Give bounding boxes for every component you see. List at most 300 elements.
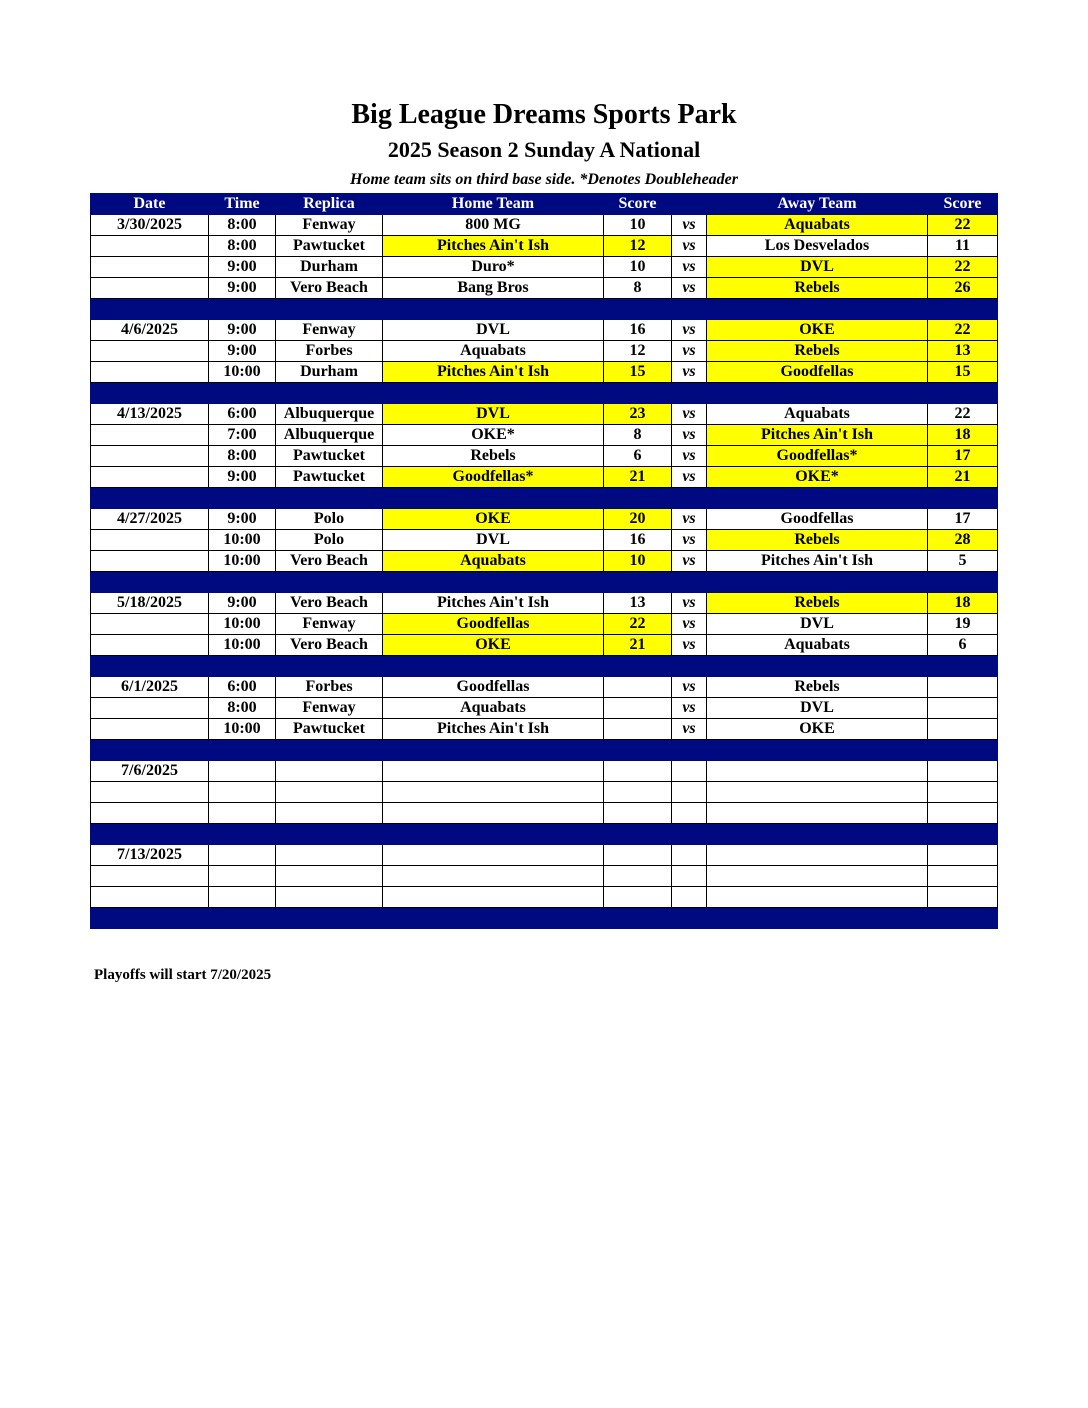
date-cell (91, 467, 209, 488)
date-cell (91, 887, 209, 908)
header-away-score: Score (928, 194, 998, 215)
home-team-cell: DVL (383, 404, 604, 425)
vs-cell (672, 761, 707, 782)
time-cell (209, 866, 276, 887)
away-score-cell (928, 719, 998, 740)
away-team-cell: Aquabats (707, 635, 928, 656)
separator-cell (928, 299, 998, 320)
date-cell: 4/27/2025 (91, 509, 209, 530)
replica-cell: Fenway (276, 215, 383, 236)
replica-cell: Forbes (276, 341, 383, 362)
separator-cell (383, 383, 604, 404)
table-row (91, 278, 998, 299)
home-team-cell (383, 887, 604, 908)
table-row (91, 887, 998, 908)
time-cell (209, 845, 276, 866)
header-away-team: Away Team (707, 194, 928, 215)
separator-cell (672, 908, 707, 929)
separator-row (91, 824, 998, 845)
vs-cell: vs (672, 551, 707, 572)
home-team-cell: Aquabats (383, 551, 604, 572)
replica-cell: Polo (276, 530, 383, 551)
separator-cell (209, 908, 276, 929)
separator-cell (928, 656, 998, 677)
vs-cell: vs (672, 593, 707, 614)
separator-row (91, 572, 998, 593)
away-score-cell (928, 761, 998, 782)
separator-cell (383, 299, 604, 320)
replica-cell: Polo (276, 509, 383, 530)
date-cell (91, 782, 209, 803)
home-score-cell (604, 887, 672, 908)
home-team-cell (383, 866, 604, 887)
away-score-cell: 21 (928, 467, 998, 488)
header-row (91, 194, 998, 215)
home-team-cell (383, 782, 604, 803)
separator-cell (91, 740, 209, 761)
separator-cell (672, 488, 707, 509)
table-row (91, 614, 998, 635)
vs-cell: vs (672, 278, 707, 299)
date-cell (91, 803, 209, 824)
home-team-cell: DVL (383, 320, 604, 341)
away-team-cell: OKE* (707, 467, 928, 488)
home-team-cell: DVL (383, 530, 604, 551)
away-score-cell (928, 803, 998, 824)
home-score-cell: 12 (604, 341, 672, 362)
date-cell: 5/18/2025 (91, 593, 209, 614)
vs-cell: vs (672, 635, 707, 656)
away-team-cell: OKE (707, 719, 928, 740)
away-score-cell: 18 (928, 593, 998, 614)
separator-cell (604, 572, 672, 593)
home-team-cell: Pitches Ain't Ish (383, 362, 604, 383)
replica-cell: Pawtucket (276, 467, 383, 488)
separator-cell (276, 824, 383, 845)
date-cell: 4/6/2025 (91, 320, 209, 341)
home-team-cell: 800 MG (383, 215, 604, 236)
date-cell (91, 362, 209, 383)
table-row (91, 803, 998, 824)
away-team-cell: Goodfellas (707, 509, 928, 530)
away-score-cell: 19 (928, 614, 998, 635)
away-team-cell: DVL (707, 257, 928, 278)
away-team-cell: Rebels (707, 278, 928, 299)
separator-cell (383, 824, 604, 845)
home-score-cell: 8 (604, 278, 672, 299)
replica-cell: Vero Beach (276, 635, 383, 656)
date-cell (91, 866, 209, 887)
separator-cell (91, 656, 209, 677)
home-score-cell: 22 (604, 614, 672, 635)
table-row (91, 866, 998, 887)
time-cell: 10:00 (209, 551, 276, 572)
vs-cell: vs (672, 404, 707, 425)
separator-cell (604, 656, 672, 677)
separator-cell (604, 488, 672, 509)
separator-cell (209, 824, 276, 845)
table-row (91, 362, 998, 383)
home-score-cell (604, 719, 672, 740)
home-score-cell (604, 845, 672, 866)
date-cell (91, 257, 209, 278)
time-cell: 9:00 (209, 278, 276, 299)
away-team-cell: Goodfellas* (707, 446, 928, 467)
separator-cell (209, 383, 276, 404)
home-score-cell: 23 (604, 404, 672, 425)
table-row (91, 425, 998, 446)
time-cell (209, 887, 276, 908)
away-score-cell: 28 (928, 530, 998, 551)
away-score-cell: 18 (928, 425, 998, 446)
home-score-cell: 10 (604, 257, 672, 278)
separator-cell (707, 299, 928, 320)
replica-cell (276, 782, 383, 803)
table-row (91, 698, 998, 719)
table-row (91, 782, 998, 803)
separator-cell (604, 824, 672, 845)
separator-cell (928, 824, 998, 845)
home-score-cell: 16 (604, 320, 672, 341)
away-score-cell: 13 (928, 341, 998, 362)
away-score-cell: 17 (928, 446, 998, 467)
home-team-cell: Aquabats (383, 341, 604, 362)
away-team-cell: Los Desvelados (707, 236, 928, 257)
separator-row (91, 383, 998, 404)
table-row (91, 551, 998, 572)
replica-cell: Albuquerque (276, 404, 383, 425)
separator-cell (928, 908, 998, 929)
away-team-cell: Rebels (707, 593, 928, 614)
separator-cell (91, 572, 209, 593)
away-team-cell (707, 866, 928, 887)
date-cell (91, 341, 209, 362)
home-score-cell (604, 677, 672, 698)
separator-cell (707, 383, 928, 404)
separator-cell (672, 740, 707, 761)
schedule-note: Home team sits on third base side. *Denotes Doubleheader (350, 171, 738, 188)
separator-cell (707, 488, 928, 509)
time-cell: 8:00 (209, 236, 276, 257)
separator-cell (91, 299, 209, 320)
home-score-cell (604, 866, 672, 887)
separator-cell (383, 488, 604, 509)
away-score-cell (928, 698, 998, 719)
home-team-cell: OKE (383, 635, 604, 656)
replica-cell: Durham (276, 257, 383, 278)
time-cell: 6:00 (209, 404, 276, 425)
home-score-cell: 8 (604, 425, 672, 446)
replica-cell: Albuquerque (276, 425, 383, 446)
home-score-cell: 10 (604, 551, 672, 572)
separator-cell (604, 908, 672, 929)
time-cell: 9:00 (209, 593, 276, 614)
away-score-cell: 22 (928, 404, 998, 425)
separator-cell (209, 488, 276, 509)
header-replica: Replica (276, 194, 383, 215)
playoffs-note: Playoffs will start 7/20/2025 (94, 967, 272, 983)
separator-cell (383, 572, 604, 593)
date-cell: 7/13/2025 (91, 845, 209, 866)
home-team-cell: Aquabats (383, 698, 604, 719)
replica-cell: Fenway (276, 320, 383, 341)
replica-cell: Pawtucket (276, 236, 383, 257)
separator-cell (928, 740, 998, 761)
replica-cell (276, 803, 383, 824)
separator-cell (604, 740, 672, 761)
home-team-cell: Rebels (383, 446, 604, 467)
separator-row (91, 908, 998, 929)
date-cell (91, 635, 209, 656)
vs-cell (672, 782, 707, 803)
time-cell: 9:00 (209, 257, 276, 278)
separator-cell (707, 824, 928, 845)
date-cell: 7/6/2025 (91, 761, 209, 782)
home-team-cell: Pitches Ain't Ish (383, 719, 604, 740)
away-score-cell: 22 (928, 215, 998, 236)
away-team-cell: Goodfellas (707, 362, 928, 383)
vs-cell: vs (672, 320, 707, 341)
page-title: Big League Dreams Sports Park (351, 99, 737, 130)
table-row (91, 845, 998, 866)
date-cell (91, 236, 209, 257)
table-row (91, 677, 998, 698)
separator-cell (276, 488, 383, 509)
table-row (91, 236, 998, 257)
replica-cell: Vero Beach (276, 278, 383, 299)
table-row (91, 719, 998, 740)
home-team-cell: Bang Bros (383, 278, 604, 299)
away-team-cell (707, 761, 928, 782)
separator-cell (91, 383, 209, 404)
table-row (91, 467, 998, 488)
vs-cell: vs (672, 446, 707, 467)
time-cell: 9:00 (209, 509, 276, 530)
date-cell (91, 278, 209, 299)
replica-cell: Vero Beach (276, 551, 383, 572)
header-date: Date (91, 194, 209, 215)
vs-cell: vs (672, 614, 707, 635)
replica-cell: Pawtucket (276, 446, 383, 467)
separator-cell (707, 908, 928, 929)
table-row (91, 635, 998, 656)
time-cell (209, 761, 276, 782)
vs-cell (672, 887, 707, 908)
away-team-cell: Aquabats (707, 404, 928, 425)
separator-cell (91, 488, 209, 509)
home-score-cell: 21 (604, 467, 672, 488)
vs-cell: vs (672, 719, 707, 740)
home-score-cell: 20 (604, 509, 672, 530)
away-score-cell: 17 (928, 509, 998, 530)
time-cell (209, 782, 276, 803)
time-cell: 8:00 (209, 446, 276, 467)
separator-cell (383, 656, 604, 677)
date-cell (91, 551, 209, 572)
away-team-cell: DVL (707, 698, 928, 719)
vs-cell: vs (672, 467, 707, 488)
replica-cell: Fenway (276, 614, 383, 635)
away-team-cell: Rebels (707, 677, 928, 698)
separator-row (91, 488, 998, 509)
home-team-cell (383, 761, 604, 782)
home-score-cell: 12 (604, 236, 672, 257)
away-team-cell: Rebels (707, 341, 928, 362)
replica-cell (276, 887, 383, 908)
away-score-cell: 6 (928, 635, 998, 656)
date-cell (91, 698, 209, 719)
home-score-cell: 6 (604, 446, 672, 467)
home-team-cell: OKE* (383, 425, 604, 446)
away-score-cell: 11 (928, 236, 998, 257)
vs-cell: vs (672, 236, 707, 257)
away-team-cell: Pitches Ain't Ish (707, 551, 928, 572)
home-team-cell: Pitches Ain't Ish (383, 593, 604, 614)
away-score-cell: 26 (928, 278, 998, 299)
table-row (91, 320, 998, 341)
date-cell (91, 446, 209, 467)
away-team-cell (707, 887, 928, 908)
vs-cell: vs (672, 341, 707, 362)
vs-cell (672, 803, 707, 824)
separator-cell (276, 383, 383, 404)
replica-cell (276, 761, 383, 782)
header-time: Time (209, 194, 276, 215)
time-cell: 10:00 (209, 530, 276, 551)
separator-cell (672, 656, 707, 677)
table-row (91, 404, 998, 425)
away-score-cell: 15 (928, 362, 998, 383)
table-row (91, 257, 998, 278)
time-cell: 8:00 (209, 698, 276, 719)
away-score-cell (928, 866, 998, 887)
replica-cell: Fenway (276, 698, 383, 719)
table-row (91, 530, 998, 551)
date-cell (91, 719, 209, 740)
vs-cell (672, 845, 707, 866)
header-vs (672, 194, 707, 215)
vs-cell: vs (672, 215, 707, 236)
away-score-cell (928, 782, 998, 803)
home-score-cell: 15 (604, 362, 672, 383)
home-score-cell (604, 698, 672, 719)
replica-cell: Vero Beach (276, 593, 383, 614)
replica-cell (276, 866, 383, 887)
separator-cell (928, 488, 998, 509)
separator-cell (928, 572, 998, 593)
home-team-cell: Goodfellas (383, 677, 604, 698)
date-cell (91, 530, 209, 551)
separator-row (91, 656, 998, 677)
home-score-cell: 16 (604, 530, 672, 551)
away-team-cell: OKE (707, 320, 928, 341)
separator-cell (209, 740, 276, 761)
table-row (91, 341, 998, 362)
time-cell: 10:00 (209, 614, 276, 635)
away-team-cell (707, 845, 928, 866)
separator-cell (707, 572, 928, 593)
replica-cell (276, 845, 383, 866)
away-team-cell (707, 803, 928, 824)
separator-cell (672, 824, 707, 845)
separator-cell (209, 656, 276, 677)
separator-cell (209, 572, 276, 593)
time-cell: 10:00 (209, 362, 276, 383)
home-score-cell (604, 803, 672, 824)
date-cell: 3/30/2025 (91, 215, 209, 236)
separator-cell (604, 299, 672, 320)
replica-cell: Pawtucket (276, 719, 383, 740)
separator-cell (672, 383, 707, 404)
away-team-cell: Pitches Ain't Ish (707, 425, 928, 446)
separator-cell (672, 572, 707, 593)
away-score-cell: 5 (928, 551, 998, 572)
separator-row (91, 299, 998, 320)
vs-cell: vs (672, 425, 707, 446)
vs-cell: vs (672, 509, 707, 530)
time-cell: 7:00 (209, 425, 276, 446)
separator-row (91, 740, 998, 761)
home-score-cell: 21 (604, 635, 672, 656)
time-cell: 10:00 (209, 719, 276, 740)
replica-cell: Durham (276, 362, 383, 383)
vs-cell: vs (672, 530, 707, 551)
separator-cell (276, 299, 383, 320)
time-cell: 8:00 (209, 215, 276, 236)
vs-cell: vs (672, 362, 707, 383)
home-team-cell (383, 803, 604, 824)
vs-cell: vs (672, 677, 707, 698)
replica-cell: Forbes (276, 677, 383, 698)
away-score-cell: 22 (928, 320, 998, 341)
home-score-cell: 10 (604, 215, 672, 236)
table-row (91, 446, 998, 467)
away-team-cell (707, 782, 928, 803)
away-team-cell: Rebels (707, 530, 928, 551)
table-row (91, 761, 998, 782)
header-home-team: Home Team (383, 194, 604, 215)
time-cell: 10:00 (209, 635, 276, 656)
away-score-cell: 22 (928, 257, 998, 278)
vs-cell: vs (672, 698, 707, 719)
separator-cell (276, 740, 383, 761)
home-score-cell: 13 (604, 593, 672, 614)
page-subtitle: 2025 Season 2 Sunday A National (387, 137, 701, 162)
date-cell: 6/1/2025 (91, 677, 209, 698)
away-score-cell (928, 845, 998, 866)
time-cell: 9:00 (209, 341, 276, 362)
home-team-cell: Pitches Ain't Ish (383, 236, 604, 257)
schedule-body (91, 194, 998, 929)
time-cell (209, 803, 276, 824)
separator-cell (276, 572, 383, 593)
away-team-cell: DVL (707, 614, 928, 635)
home-team-cell (383, 845, 604, 866)
home-team-cell: Goodfellas* (383, 467, 604, 488)
separator-cell (276, 656, 383, 677)
separator-cell (383, 740, 604, 761)
home-score-cell (604, 761, 672, 782)
schedule-table (90, 193, 998, 929)
separator-cell (209, 299, 276, 320)
home-team-cell: OKE (383, 509, 604, 530)
time-cell: 9:00 (209, 320, 276, 341)
time-cell: 9:00 (209, 467, 276, 488)
date-cell (91, 425, 209, 446)
away-team-cell: Aquabats (707, 215, 928, 236)
separator-cell (383, 908, 604, 929)
date-cell: 4/13/2025 (91, 404, 209, 425)
